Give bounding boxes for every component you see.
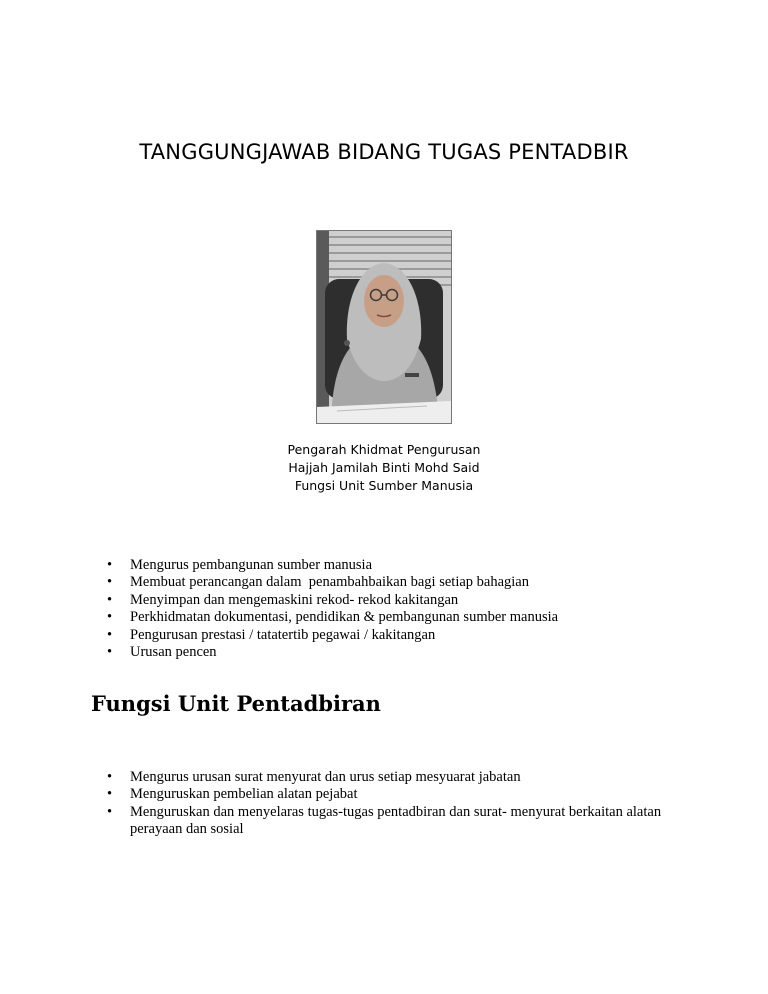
bullet-icon: • xyxy=(107,591,113,608)
portrait-photo xyxy=(316,230,452,424)
section-heading-administration: Fungsi Unit Pentadbiran xyxy=(91,691,381,716)
list-item xyxy=(107,804,690,839)
document-title: TANGGUNGJAWAB BIDANG TUGAS PENTADBIR xyxy=(139,140,629,164)
list-item xyxy=(107,609,690,626)
bullet-icon: • xyxy=(107,786,113,803)
bullet-icon: • xyxy=(107,574,113,591)
list-item xyxy=(107,627,690,644)
list-item xyxy=(107,786,690,803)
caption-position: Pengarah Khidmat Pengurusan xyxy=(287,442,481,457)
list-item xyxy=(107,557,690,574)
list-item-text: Perkhidmatan dokumentasi, pendidikan & pembangunan sumber manusia xyxy=(130,609,559,626)
list-item-text: Membuat perancangan dalam penambahbaikan bagi setiap bahagian xyxy=(130,574,529,591)
caption-section-title: Fungsi Unit Sumber Manusia xyxy=(294,478,474,493)
bullet-icon: • xyxy=(107,769,113,785)
admin-functions-list xyxy=(107,769,690,839)
list-item xyxy=(107,592,690,609)
list-item-text: Menguruskan dan menyelaras tugas-tugas pentadbiran dan surat- menyurat berkaitan alatan perayaan dan sosial xyxy=(130,803,662,838)
list-item-text: Urusan pencen xyxy=(130,644,217,661)
portrait-illustration xyxy=(317,231,451,423)
bullet-icon: • xyxy=(107,626,113,643)
bullet-icon: • xyxy=(107,609,113,626)
list-item xyxy=(107,769,690,786)
list-item-text: Pengurusan prestasi / tatatertib pegawai / kakitangan xyxy=(130,626,436,643)
list-item xyxy=(107,644,690,661)
hr-functions-list xyxy=(107,557,690,661)
list-item-text: Menyimpan dan mengemaskini rekod- rekod kakitangan xyxy=(130,591,459,608)
bullet-icon: • xyxy=(107,803,113,820)
photo-caption xyxy=(0,441,768,495)
list-item xyxy=(107,574,690,591)
list-item-text: Mengurus pembangunan sumber manusia xyxy=(130,557,373,573)
list-item-text: Mengurus urusan surat menyurat dan urus setiap mesyuarat jabatan xyxy=(130,769,521,785)
caption-name: Hajjah Jamilah Binti Mohd Said xyxy=(288,460,480,475)
list-item-text: Menguruskan pembelian alatan pejabat xyxy=(130,786,358,803)
bullet-icon: • xyxy=(107,644,113,661)
bullet-icon: • xyxy=(107,557,113,573)
